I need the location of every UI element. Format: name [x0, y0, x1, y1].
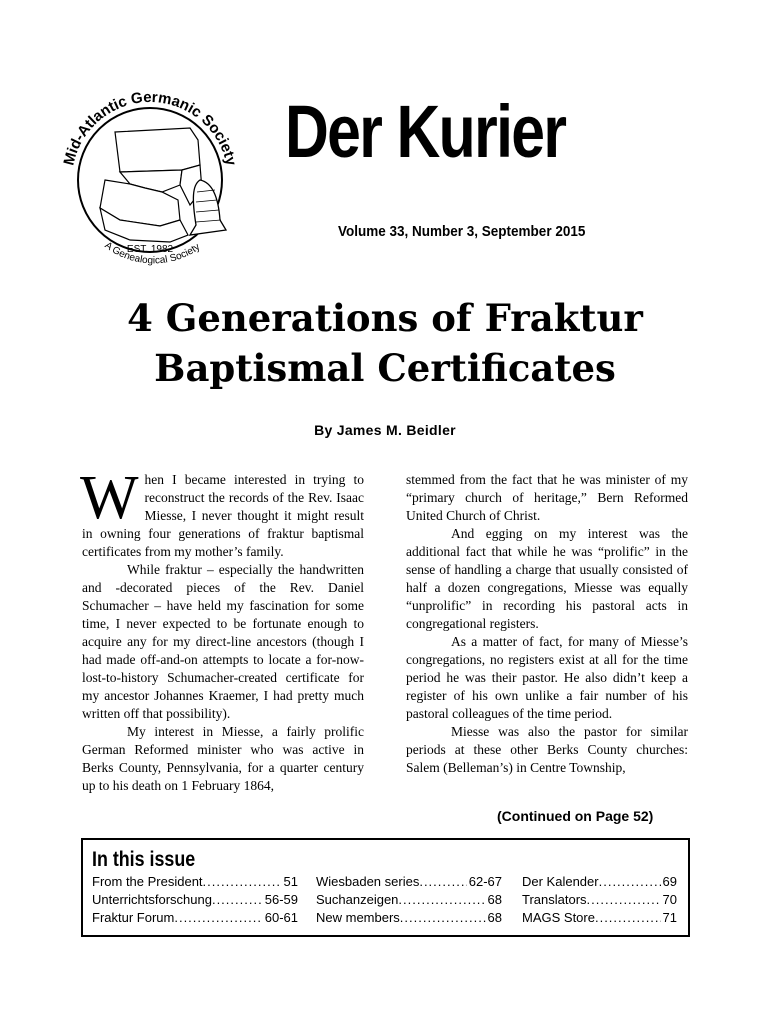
- issue-item: New members ..... 68: [316, 909, 502, 927]
- paragraph: And egging on my interest was the additional fact that while he was “prolific” in the sense of handling a charge that usually consisted of half a dozen congregations, Miesse was equally “unprolific” in recording his pastoral acts in congregational registers.: [406, 526, 688, 631]
- logo-arc-text: Mid-Atlantic Germanic Society: [60, 88, 240, 168]
- volume-line: Volume 33, Number 3, September 2015: [338, 223, 586, 240]
- masthead: Der Kurier: [285, 90, 566, 173]
- logo-est: EST. 1982: [126, 244, 174, 255]
- society-logo: [50, 80, 250, 280]
- issue-item: Suchanzeigen ..... 68: [316, 891, 502, 909]
- issue-item: Der Kalender ..... 69: [522, 873, 677, 891]
- issue-column-2: [316, 873, 502, 927]
- issue-column-3: [522, 873, 677, 927]
- paragraph: My interest in Miesse, a fairly prolific German Reformed minister who was active in Berks County, Pennsylvania, for a quarter century up to his death on 1 February 1864,: [82, 724, 364, 793]
- byline: By James M. Beidler: [314, 422, 456, 438]
- issue-item: Wiesbaden series ..... 62-67: [316, 873, 502, 891]
- continued-note: (Continued on Page 52): [497, 808, 654, 824]
- issue-item: MAGS Store ..... 71: [522, 909, 677, 927]
- issue-item: Translators ..... 70: [522, 891, 677, 909]
- issue-item: Fraktur Forum ..... 60-61: [92, 909, 298, 927]
- paragraph: [80, 464, 364, 561]
- issue-item: From the President ..... 51: [92, 873, 298, 891]
- paragraph: While fraktur – especially the handwritten and -decorated pieces of the Rev. Daniel Schumacher – have held my fascination for some time, I never expected to be fortunate enough to acquire any for my direct-line ancestors (though I had made off-and-on attempts to locate a for-now-lost-to-history Schumacher-created certificate for my ancestor Johannes Kraemer, I had pretty much written off that possibility).: [82, 562, 364, 721]
- article-column-right: [406, 471, 688, 777]
- in-this-issue-heading: In this issue: [92, 848, 196, 871]
- paragraph: Miesse was also the pastor for similar periods at these other Berks County churches: Salem (Belleman’s) in Centre Township,: [406, 724, 688, 775]
- article-column-left: [80, 464, 364, 795]
- logo-bottom-text: A Genealogical Society: [102, 240, 203, 267]
- paragraph-text: hen I became interested in trying to reconstruct the records of the Rev. Isaac Miesse, I never thought it might result in owning four generations of fraktur baptismal certificates from my mother’s family.: [82, 472, 364, 559]
- in-this-issue-box: [81, 838, 690, 937]
- issue-column-1: [92, 873, 298, 927]
- issue-item: Unterrichtsforschung ..... 56-59: [92, 891, 298, 909]
- article-title-line-1: 4 Generations of Fraktur: [127, 296, 643, 340]
- paragraph: stemmed from the fact that he was minister of my “primary church of heritage,” Bern Reformed United Church of Christ.: [406, 472, 688, 523]
- map-outline: [115, 128, 200, 172]
- article-title: [60, 293, 710, 393]
- drop-cap: W: [80, 464, 139, 532]
- article-title-line-2: Baptismal Certificates: [154, 346, 616, 390]
- paragraph: As a matter of fact, for many of Miesse’s congregations, no registers exist at all for the time period he was their pastor. He also didn’t keep a register of his own unlike a fair number of his pastoral colleagues of the time period.: [406, 634, 688, 721]
